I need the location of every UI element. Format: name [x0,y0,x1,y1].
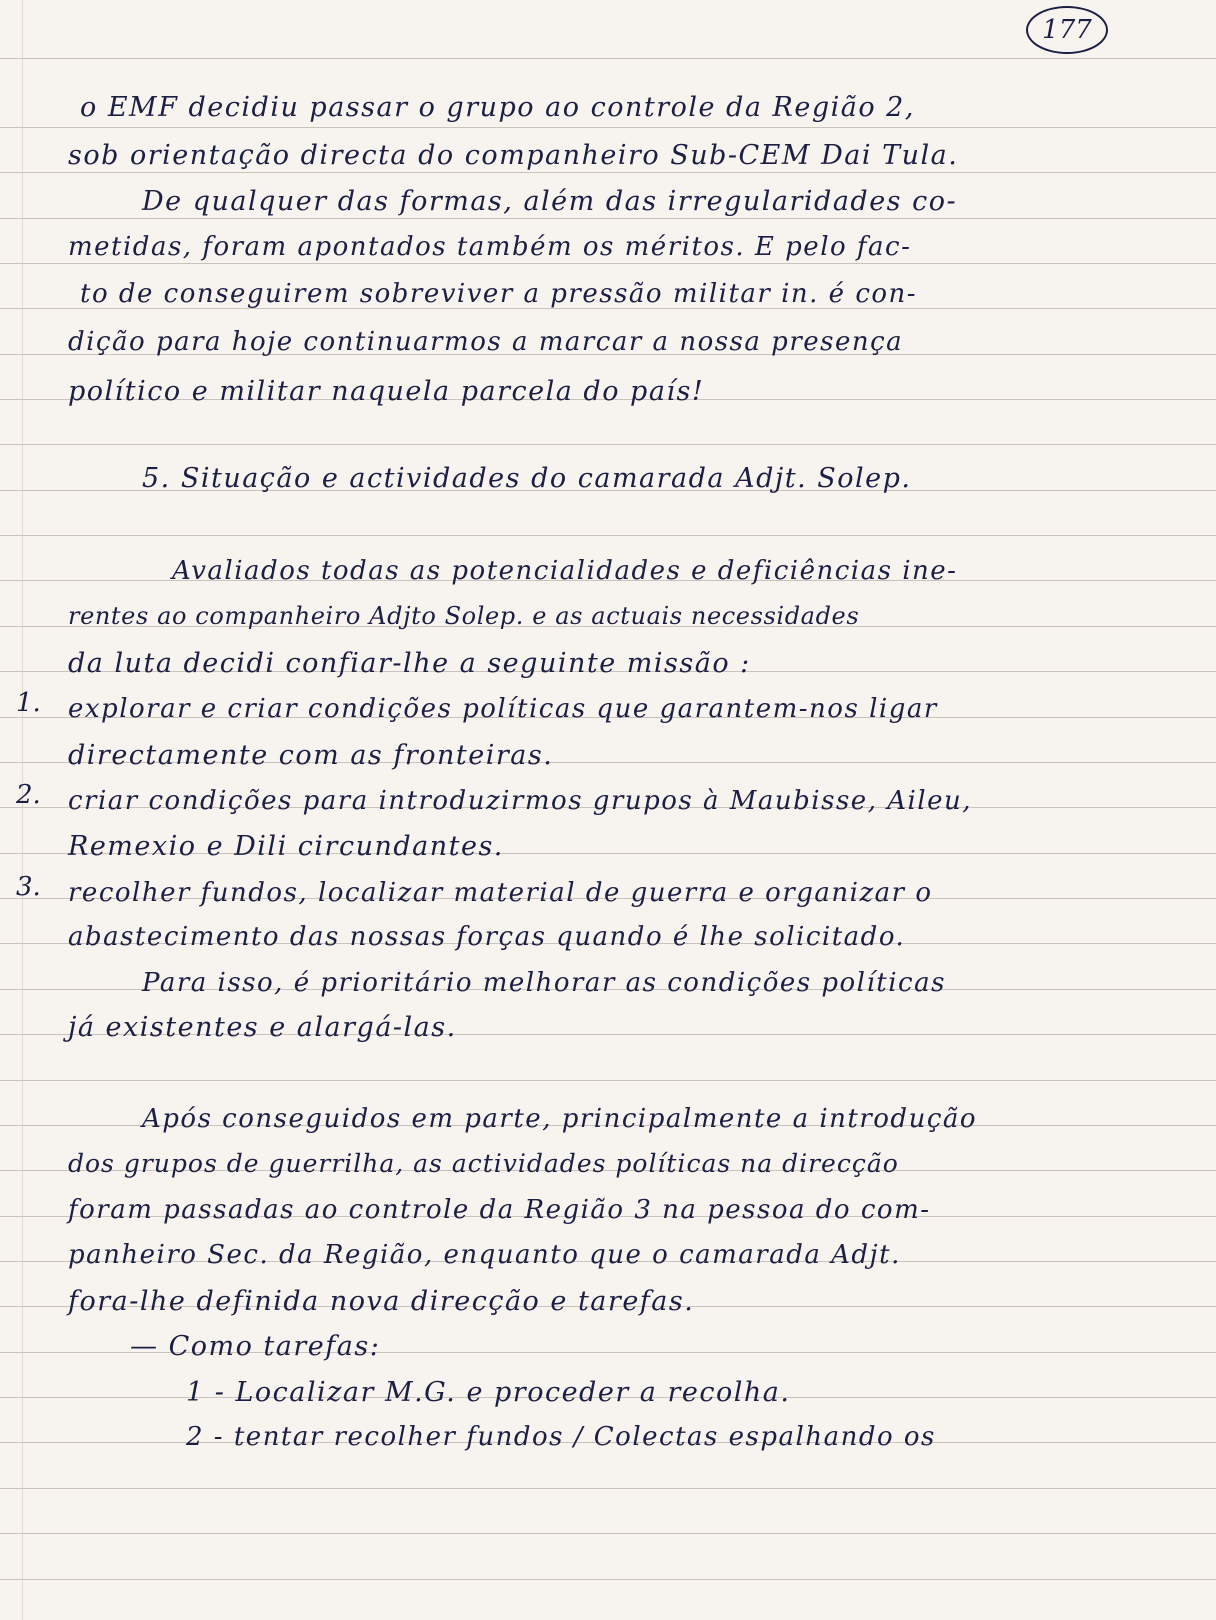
ruled-line [0,1533,1216,1534]
text-line: metidas, foram apontados também os méritos. E pelo fac- [68,232,912,262]
text-line: 1 - Localizar M.G. e proceder a recolha. [186,1377,791,1408]
list-item-text: abastecimento das nossas forças quando é lhe solicitado. [68,922,906,952]
text-line: Após conseguidos em parte, principalmente a introdução [142,1104,978,1134]
list-number: 2. [16,780,41,810]
text-line: foram passadas ao controle da Região 3 na pessoa do com- [68,1195,931,1225]
ruled-line [0,172,1216,173]
section-heading: 5. Situação e actividades do camarada Adjt. Solep. [142,463,912,494]
list-number: 3. [16,872,41,902]
text-line: dição para hoje continuarmos a marcar a nossa presença [68,327,904,357]
margin-line [22,0,23,1620]
ruled-line [0,535,1216,536]
ruled-line [0,58,1216,59]
text-line: da luta decidi confiar-lhe a seguinte missão : [68,648,751,679]
list-item-text: recolher fundos, localizar material de guerra e organizar o [68,878,933,908]
text-line: 2 - tentar recolher fundos / Colectas espalhando os [186,1422,936,1452]
text-line: político e militar naquela parcela do país! [68,376,705,407]
ruled-line [0,1080,1216,1081]
text-line: dos grupos de guerrilha, as actividades políticas na direcção [68,1149,899,1178]
text-line: to de conseguirem sobreviver a pressão militar in. é con- [80,279,918,309]
text-line: — Como tarefas: [130,1331,381,1362]
text-line: Para isso, é prioritário melhorar as condições políticas [142,968,946,998]
ruled-line [0,218,1216,219]
text-line: já existentes e alargá-las. [68,1012,457,1043]
text-line: panheiro Sec. da Região, enquanto que o camarada Adjt. [68,1240,901,1270]
text-line: fora-lhe definida nova direcção e tarefas. [68,1286,695,1317]
text-line: Avaliados todas as potencialidades e deficiências ine- [172,556,958,586]
list-item-text: directamente com as fronteiras. [68,740,554,771]
ruled-line [0,263,1216,264]
text-line: sob orientação directa do companheiro Sub-CEM Dai Tula. [68,140,959,171]
ruled-line [0,444,1216,445]
ruled-line [0,1488,1216,1489]
ruled-line [0,127,1216,128]
list-number: 1. [16,688,41,718]
list-item-text: Remexio e Dili circundantes. [68,831,504,862]
list-item-text: criar condições para introduzirmos grupos à Maubisse, Aileu, [68,786,973,816]
list-item-text: explorar e criar condições políticas que garantem-nos ligar [68,694,938,724]
text-line: rentes ao companheiro Adjto Solep. e as actuais necessidades [68,602,860,630]
ruled-line [0,1579,1216,1580]
text-line: o EMF decidiu passar o grupo ao controle da Região 2, [80,92,915,123]
text-line: De qualquer das formas, além das irregularidades co- [142,186,958,217]
page-number: 177 [1026,6,1108,54]
